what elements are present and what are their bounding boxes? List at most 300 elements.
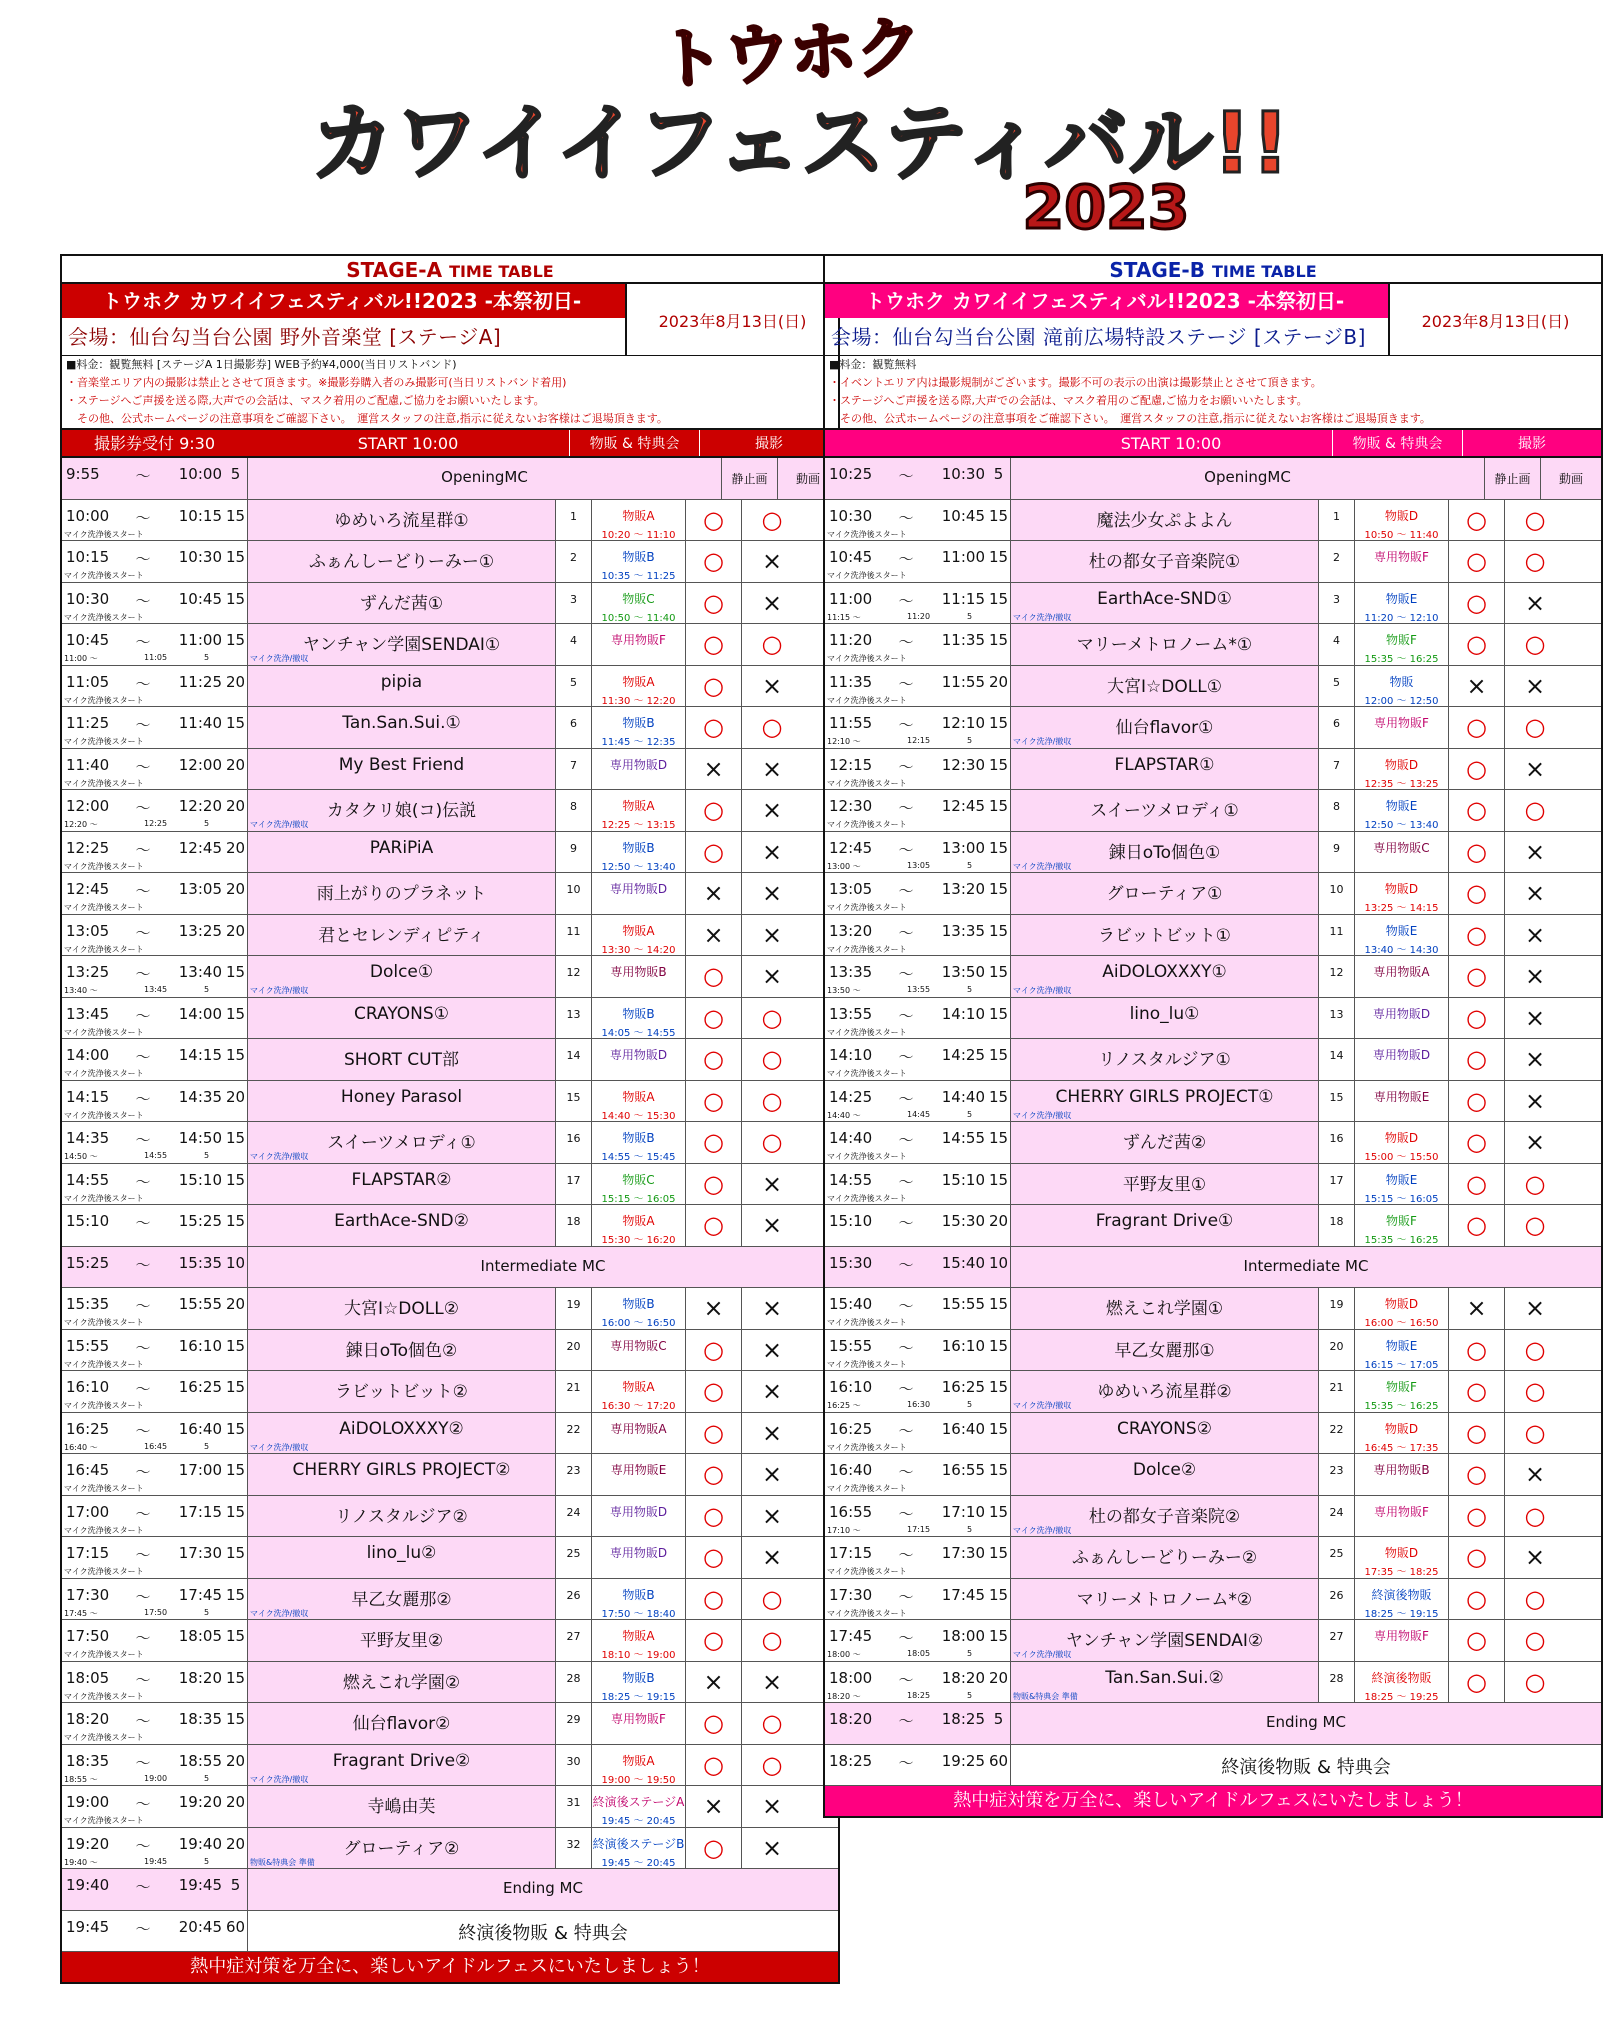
duration: 20 (224, 832, 248, 873)
subnote-text: マイク洗浄後スタート (64, 1567, 144, 1576)
subnote-text: マイク洗浄後スタート (64, 737, 144, 746)
subnote-text: マイク洗浄後スタート (64, 695, 144, 705)
merch-location: 専用物販E (610, 1463, 667, 1477)
performer-name: 君とセレンディピティ (248, 915, 556, 956)
bar-reception: 撮影券受付 9:30 (93, 434, 216, 453)
intermediate-mc-row (825, 1247, 1601, 1289)
performer-name: 大宮I☆DOLL① (1011, 666, 1319, 707)
start-time: 12:30 (829, 797, 873, 815)
row-subnote (827, 1151, 907, 1162)
bar-merch: 物販 & 特典会 (569, 430, 700, 456)
start-time: 19:45 (66, 1917, 110, 1936)
tilde-sep: 〜 (898, 1048, 914, 1066)
duration: 15 (987, 1164, 1011, 1205)
merch-location: 専用物販F (1374, 1504, 1429, 1519)
table-row (62, 707, 838, 749)
row-subnote (64, 612, 144, 623)
merch-cell (592, 1620, 686, 1661)
subnote-dur: 5 (204, 985, 210, 994)
subnote-start: 14:50 ～ (64, 1152, 98, 1161)
video-status: × (761, 1792, 783, 1820)
video-status: ○ (761, 1626, 783, 1654)
performer-name: ずんだ茜② (1011, 1122, 1319, 1163)
end-time: 16:40 (941, 1419, 985, 1438)
tilde-sep: 〜 (135, 1878, 151, 1896)
merch-time: 16:00 ～ 16:50 (601, 1318, 676, 1329)
end-time: 17:00 (178, 1461, 222, 1479)
performance-number: 28 (1319, 1662, 1355, 1703)
subnote-text: マイク洗浄/撤収 (1013, 1650, 1072, 1659)
end-time: 20:45 (178, 1917, 222, 1936)
duration: 15 (224, 624, 248, 665)
merch-cell (1355, 1330, 1449, 1371)
stage-a-rows (62, 458, 838, 1952)
intermediate-mc-label: Intermediate MC (1011, 1247, 1601, 1288)
performance-number: 7 (556, 749, 592, 790)
start-time: 19:20 (66, 1834, 110, 1853)
start-time: 17:30 (66, 1585, 110, 1604)
still-photo-status: ○ (686, 1330, 742, 1371)
merch-location: 専用物販F (1374, 716, 1429, 730)
duration: 15 (987, 873, 1011, 914)
duration: 15 (987, 1081, 1011, 1122)
row-subnote (64, 1068, 144, 1079)
row-subnote (64, 861, 144, 872)
performance-number: 1 (556, 500, 592, 541)
merch-cell (1355, 1496, 1449, 1537)
end-time: 12:20 (178, 797, 222, 815)
merch-time: 15:30 ～ 16:20 (601, 1235, 676, 1246)
still-photo-status: ○ (1449, 707, 1505, 748)
row-subnote (827, 1027, 907, 1038)
tilde-sep: 〜 (898, 1255, 914, 1274)
duration: 15 (987, 583, 1011, 624)
still-photo-status: ○ (1449, 832, 1505, 873)
performance-number: 21 (1319, 1371, 1355, 1412)
video-status: × (761, 1460, 783, 1488)
performer-name: pipia (248, 666, 556, 707)
performance-number: 15 (556, 1081, 592, 1122)
tilde-sep: 〜 (135, 882, 151, 900)
opening-label: OpeningMC (248, 458, 722, 499)
performance-number: 10 (556, 873, 592, 914)
start-time: 12:00 (66, 797, 110, 815)
subnote-text: マイク洗浄後スタート (64, 1484, 144, 1493)
video-status: × (1524, 962, 1546, 990)
performance-number: 11 (1319, 915, 1355, 956)
subnote-text: マイク洗浄後スタート (827, 944, 907, 954)
still-photo-status: ○ (1449, 1537, 1505, 1578)
merch-location: 専用物販B (610, 965, 667, 979)
table-row (62, 1330, 838, 1372)
tilde-sep: 〜 (135, 1214, 151, 1232)
end-time: 19:25 (941, 1751, 985, 1770)
merch-time: 12:50 ～ 13:40 (601, 861, 676, 873)
merch-cell (592, 500, 686, 541)
merch-location: 物販B (622, 1006, 655, 1021)
video-status: × (1524, 1294, 1546, 1322)
performer-name: ヤンチャン学園SENDAI② (1011, 1620, 1319, 1661)
merch-location: 専用物販D (609, 882, 668, 896)
merch-cell (1355, 1122, 1449, 1163)
merch-cell (592, 1579, 686, 1620)
merch-location: 物販B (622, 550, 655, 564)
merch-location: 物販E (1385, 799, 1418, 813)
row-subnote (827, 1193, 907, 1204)
merch-time: 12:50 ～ 13:40 (1364, 820, 1439, 831)
subnote-text: マイク洗浄/撤収 (250, 1152, 309, 1161)
merch-location: 物販A (622, 1214, 655, 1228)
table-row (825, 998, 1601, 1040)
merch-location: 専用物販F (1374, 1629, 1429, 1643)
end-time: 19:20 (178, 1793, 222, 1811)
merch-time: 19:00 ～ 19:50 (601, 1774, 676, 1786)
duration: 60 (987, 1745, 1011, 1786)
merch-cell (592, 583, 686, 624)
duration: 20 (987, 1662, 1011, 1703)
performer-name: ラビットビット② (248, 1371, 556, 1412)
still-photo-status: ○ (1449, 1330, 1505, 1371)
performer-name: Honey Parasol (248, 1081, 556, 1122)
subnote-end: 13:45 (144, 985, 168, 994)
still-photo-status: ○ (1449, 1454, 1505, 1495)
row-subnote (827, 1110, 1071, 1121)
performance-number: 12 (556, 956, 592, 997)
merch-location: 物販A (622, 1380, 655, 1394)
tilde-sep: 〜 (898, 799, 914, 817)
end-time: 11:00 (941, 548, 985, 566)
merch-time: 16:00 ～ 16:50 (1364, 1318, 1439, 1329)
table-row (825, 1205, 1601, 1247)
table-row (62, 1828, 838, 1870)
start-time: 13:20 (829, 921, 873, 940)
subnote-text: マイク洗浄後スタート (64, 612, 144, 622)
end-time: 11:25 (178, 672, 222, 691)
duration: 20 (224, 790, 248, 831)
end-time: 14:50 (178, 1129, 222, 1147)
merch-location: 終演後ステージA (592, 1795, 685, 1809)
table-row (62, 624, 838, 666)
performer-name: 大宮I☆DOLL② (248, 1288, 556, 1329)
table-row (825, 790, 1601, 832)
note-line: ・ステージへご声援を送る際,大声での会話は、マスク着用のご配慮,ご協力をお願いいたします。 (829, 394, 1308, 407)
start-time: 17:30 (829, 1585, 873, 1604)
still-photo-status: × (1449, 1288, 1505, 1329)
start-time: 14:40 (829, 1129, 873, 1147)
table-row (825, 1620, 1601, 1662)
subnote-dur: 5 (204, 819, 210, 828)
start-time: 19:00 (66, 1793, 110, 1811)
subnote-end: 11:05 (144, 653, 168, 662)
performance-number: 8 (556, 790, 592, 831)
tilde-sep: 〜 (135, 1297, 151, 1315)
performer-name: lino_lu② (248, 1537, 556, 1578)
tilde-sep: 〜 (135, 1255, 151, 1274)
performance-number: 21 (556, 1371, 592, 1412)
start-time: 9:55 (66, 465, 100, 483)
merch-cell (592, 998, 686, 1039)
video-status: × (1524, 837, 1546, 866)
intermediate-mc-label: Intermediate MC (248, 1247, 838, 1288)
subnote-text: マイク洗浄/撤収 (1013, 861, 1072, 871)
table-row (62, 1413, 838, 1455)
merch-cell (1355, 956, 1449, 997)
subnote-end: 19:45 (144, 1856, 168, 1866)
start-time: 16:10 (829, 1378, 873, 1396)
merch-location: 専用物販D (609, 757, 668, 772)
start-time: 16:55 (829, 1502, 873, 1521)
performance-number: 20 (556, 1330, 592, 1371)
table-row (62, 1786, 838, 1828)
performance-number: 22 (556, 1413, 592, 1454)
performer-name: ふぁんしーどりーみー② (1011, 1537, 1319, 1578)
merch-time: 14:05 ～ 14:55 (601, 1027, 676, 1039)
row-subnote (827, 1525, 1071, 1536)
performance-number: 15 (1319, 1081, 1355, 1122)
tilde-sep: 〜 (135, 1421, 151, 1440)
end-time: 14:55 (941, 1129, 985, 1147)
video-status: × (761, 920, 783, 949)
still-photo-header: 静止画 (722, 458, 778, 499)
row-subnote (827, 1566, 907, 1577)
video-status: ○ (761, 630, 783, 658)
final-merch-row (62, 1911, 838, 1953)
bar-photo: 撮影 (1518, 436, 1546, 452)
performance-number: 5 (556, 666, 592, 707)
subnote-text: マイク洗浄/撤収 (1013, 986, 1072, 995)
merch-location: 物販B (622, 1131, 655, 1145)
performer-name: AiDOLOXXXY① (1011, 956, 1319, 997)
start-time: 14:55 (829, 1170, 873, 1189)
merch-cell (592, 749, 686, 790)
row-subnote (827, 819, 907, 830)
end-time: 13:40 (178, 963, 222, 981)
end-time: 16:40 (178, 1419, 222, 1438)
end-time: 12:00 (178, 755, 222, 774)
still-photo-status: ○ (1449, 583, 1505, 624)
merch-cell (1355, 1081, 1449, 1122)
performance-number: 26 (556, 1579, 592, 1620)
table-row (62, 832, 838, 874)
table-row (825, 749, 1601, 791)
stage-b-titlebox (825, 284, 1601, 356)
subnote-start: 12:20 ～ (64, 820, 98, 829)
subnote-text: マイク洗浄後スタート (64, 529, 144, 539)
still-photo-status: ○ (1449, 541, 1505, 582)
end-time: 13:25 (178, 921, 222, 940)
end-time: 15:35 (178, 1253, 222, 1272)
video-status: × (761, 547, 783, 575)
stage-a-header-sub: TIME TABLE (449, 262, 554, 281)
video-status: ○ (761, 1709, 783, 1737)
end-time: 14:25 (941, 1046, 985, 1064)
start-time: 12:25 (66, 838, 110, 857)
subnote-end: 13:55 (907, 985, 931, 994)
merch-location: 物販E (1385, 1338, 1418, 1353)
stage-b-venue: 会場：仙台勾当台公園 滝前広場特設ステージ [ステージB] (831, 325, 1366, 349)
subnote-text: マイク洗浄後スタート (827, 820, 907, 829)
still-photo-status: ○ (686, 998, 742, 1039)
row-subnote (64, 1691, 144, 1702)
tilde-sep: 〜 (135, 1172, 151, 1191)
merch-cell (592, 1205, 686, 1246)
merch-cell (592, 832, 686, 873)
tilde-sep: 〜 (898, 1006, 914, 1025)
performance-number: 4 (1319, 624, 1355, 665)
start-time: 14:25 (829, 1087, 873, 1106)
end-time: 19:40 (178, 1834, 222, 1853)
merch-time: 18:10 ～ 19:00 (601, 1650, 676, 1661)
subnote-text: 物販&特典会 準備 (1013, 1691, 1078, 1701)
ending-mc-row (825, 1703, 1601, 1745)
end-time: 10:45 (941, 506, 985, 525)
tilde-sep: 〜 (135, 1587, 151, 1606)
subnote-dur: 5 (967, 1400, 973, 1409)
subnote-text: マイク洗浄後スタート (827, 1152, 907, 1161)
stage-a-titlebox (62, 284, 838, 356)
merch-location: 物販B (622, 1587, 655, 1602)
merch-location: 専用物販F (611, 1712, 666, 1726)
row-subnote (64, 695, 144, 706)
video-status: × (1524, 1543, 1546, 1571)
tilde-sep: 〜 (898, 1753, 914, 1772)
performer-name: CHERRY GIRLS PROJECT② (248, 1454, 556, 1495)
video-status: × (761, 754, 783, 783)
subnote-dur: 5 (204, 1607, 210, 1617)
merch-time: 14:55 ～ 15:45 (601, 1152, 676, 1163)
tilde-sep: 〜 (898, 1670, 914, 1689)
end-time: 12:45 (178, 838, 222, 857)
duration: 15 (987, 1537, 1011, 1578)
end-time: 11:35 (941, 631, 985, 649)
table-row (825, 832, 1601, 874)
duration: 20 (224, 1081, 248, 1122)
tilde-sep: 〜 (135, 1795, 151, 1813)
performance-number: 25 (1319, 1537, 1355, 1578)
performer-name: EarthAce-SND② (248, 1205, 556, 1246)
video-status: ○ (1524, 1335, 1546, 1364)
merch-cell (592, 1496, 686, 1537)
subnote-end: 18:25 (907, 1690, 931, 1700)
row-subnote (64, 944, 144, 955)
row-subnote (64, 1151, 308, 1162)
merch-time: 11:20 ～ 12:10 (1364, 612, 1439, 624)
start-time: 18:20 (66, 1710, 110, 1728)
duration: 15 (987, 541, 1011, 582)
performance-number: 6 (1319, 707, 1355, 748)
merch-location: 物販A (622, 674, 655, 689)
merch-location: 物販B (622, 716, 655, 730)
duration: 15 (224, 1496, 248, 1537)
performer-name: スイーツメロディ① (248, 1122, 556, 1163)
tilde-sep: 〜 (898, 591, 914, 610)
merch-time: 10:20 ～ 11:10 (601, 529, 676, 541)
performer-name: リノスタルジア① (1011, 1039, 1319, 1080)
subnote-start: 17:45 ～ (64, 1608, 98, 1618)
subnote-dur: 5 (204, 1151, 210, 1160)
note-line: ・ステージへご声援を送る際,大声での会話は、マスク着用のご配慮,ご協力をお願いいたします。 (66, 394, 545, 407)
performance-number: 24 (1319, 1496, 1355, 1537)
end-time: 17:45 (941, 1585, 985, 1604)
tilde-sep: 〜 (898, 1297, 914, 1315)
end-time: 12:45 (941, 797, 985, 815)
duration: 15 (987, 1288, 1011, 1329)
video-status: × (761, 1169, 783, 1198)
merch-time: 11:30 ～ 12:20 (601, 695, 676, 707)
start-time: 16:45 (66, 1461, 110, 1479)
duration: 15 (987, 915, 1011, 956)
table-row (825, 666, 1601, 708)
video-status: × (761, 837, 783, 866)
performance-number: 19 (1319, 1288, 1355, 1329)
start-time: 13:05 (829, 880, 873, 898)
performance-number: 20 (1319, 1330, 1355, 1371)
subnote-text: マイク洗浄後スタート (64, 1193, 144, 1203)
performer-name: マリーメトロノーム*① (1011, 624, 1319, 665)
subnote-start: 18:55 ～ (64, 1774, 98, 1784)
start-time: 14:15 (66, 1087, 110, 1106)
tilde-sep: 〜 (135, 799, 151, 817)
tilde-sep: 〜 (135, 508, 151, 527)
still-photo-status: ○ (686, 790, 742, 831)
row-subnote (64, 1525, 144, 1536)
subnote-text: マイク洗浄後スタート (827, 695, 907, 705)
tilde-sep: 〜 (898, 1131, 914, 1149)
video-status: × (1524, 671, 1546, 700)
merch-location: 物販B (622, 1670, 655, 1685)
note-line: その他、公式ホームページの注意事項をご確認下さい。 運営スタッフの注意,指示に従えないお客様はご退場頂きます。 (66, 412, 668, 425)
start-time: 18:00 (829, 1668, 873, 1687)
still-photo-status: ○ (686, 1081, 742, 1122)
merch-cell (1355, 998, 1449, 1039)
performance-number: 16 (556, 1122, 592, 1163)
performance-number: 10 (1319, 873, 1355, 914)
merch-cell (1355, 707, 1449, 748)
video-status: × (761, 1211, 783, 1239)
table-row (825, 956, 1601, 998)
end-time: 18:25 (941, 1710, 985, 1728)
performer-name: Tan.San.Sui.① (248, 707, 556, 748)
opening-label: OpeningMC (1011, 458, 1485, 499)
bar-reception (825, 430, 1010, 456)
tilde-sep: 〜 (898, 1172, 914, 1191)
start-time: 10:45 (66, 631, 110, 649)
tilde-sep: 〜 (135, 550, 151, 568)
subnote-text: マイク洗浄後スタート (64, 1359, 144, 1369)
table-row (62, 998, 838, 1040)
end-time: 10:15 (178, 506, 222, 525)
performer-name: 雨上がりのプラネット (248, 873, 556, 914)
merch-cell (592, 1164, 686, 1205)
row-subnote (827, 778, 907, 789)
start-time: 15:40 (829, 1295, 873, 1313)
performer-name: 燃えこれ学園② (248, 1662, 556, 1703)
table-row (825, 1122, 1601, 1164)
merch-location: 物販D (1384, 1131, 1419, 1145)
merch-location: 物販B (622, 1297, 655, 1311)
merch-location: 専用物販E (1373, 1089, 1430, 1104)
tilde-sep: 〜 (898, 674, 914, 693)
merch-cell (1355, 500, 1449, 541)
video-status: × (761, 879, 783, 907)
merch-cell (592, 707, 686, 748)
performer-name: リノスタルジア② (248, 1496, 556, 1537)
stage-a-venue: 会場：仙台勾当台公園 野外音楽堂 [ステージA] (68, 325, 502, 349)
duration: 20 (224, 666, 248, 707)
video-status: × (761, 796, 783, 824)
merch-cell (592, 1288, 686, 1329)
video-status: ○ (1524, 1584, 1546, 1613)
